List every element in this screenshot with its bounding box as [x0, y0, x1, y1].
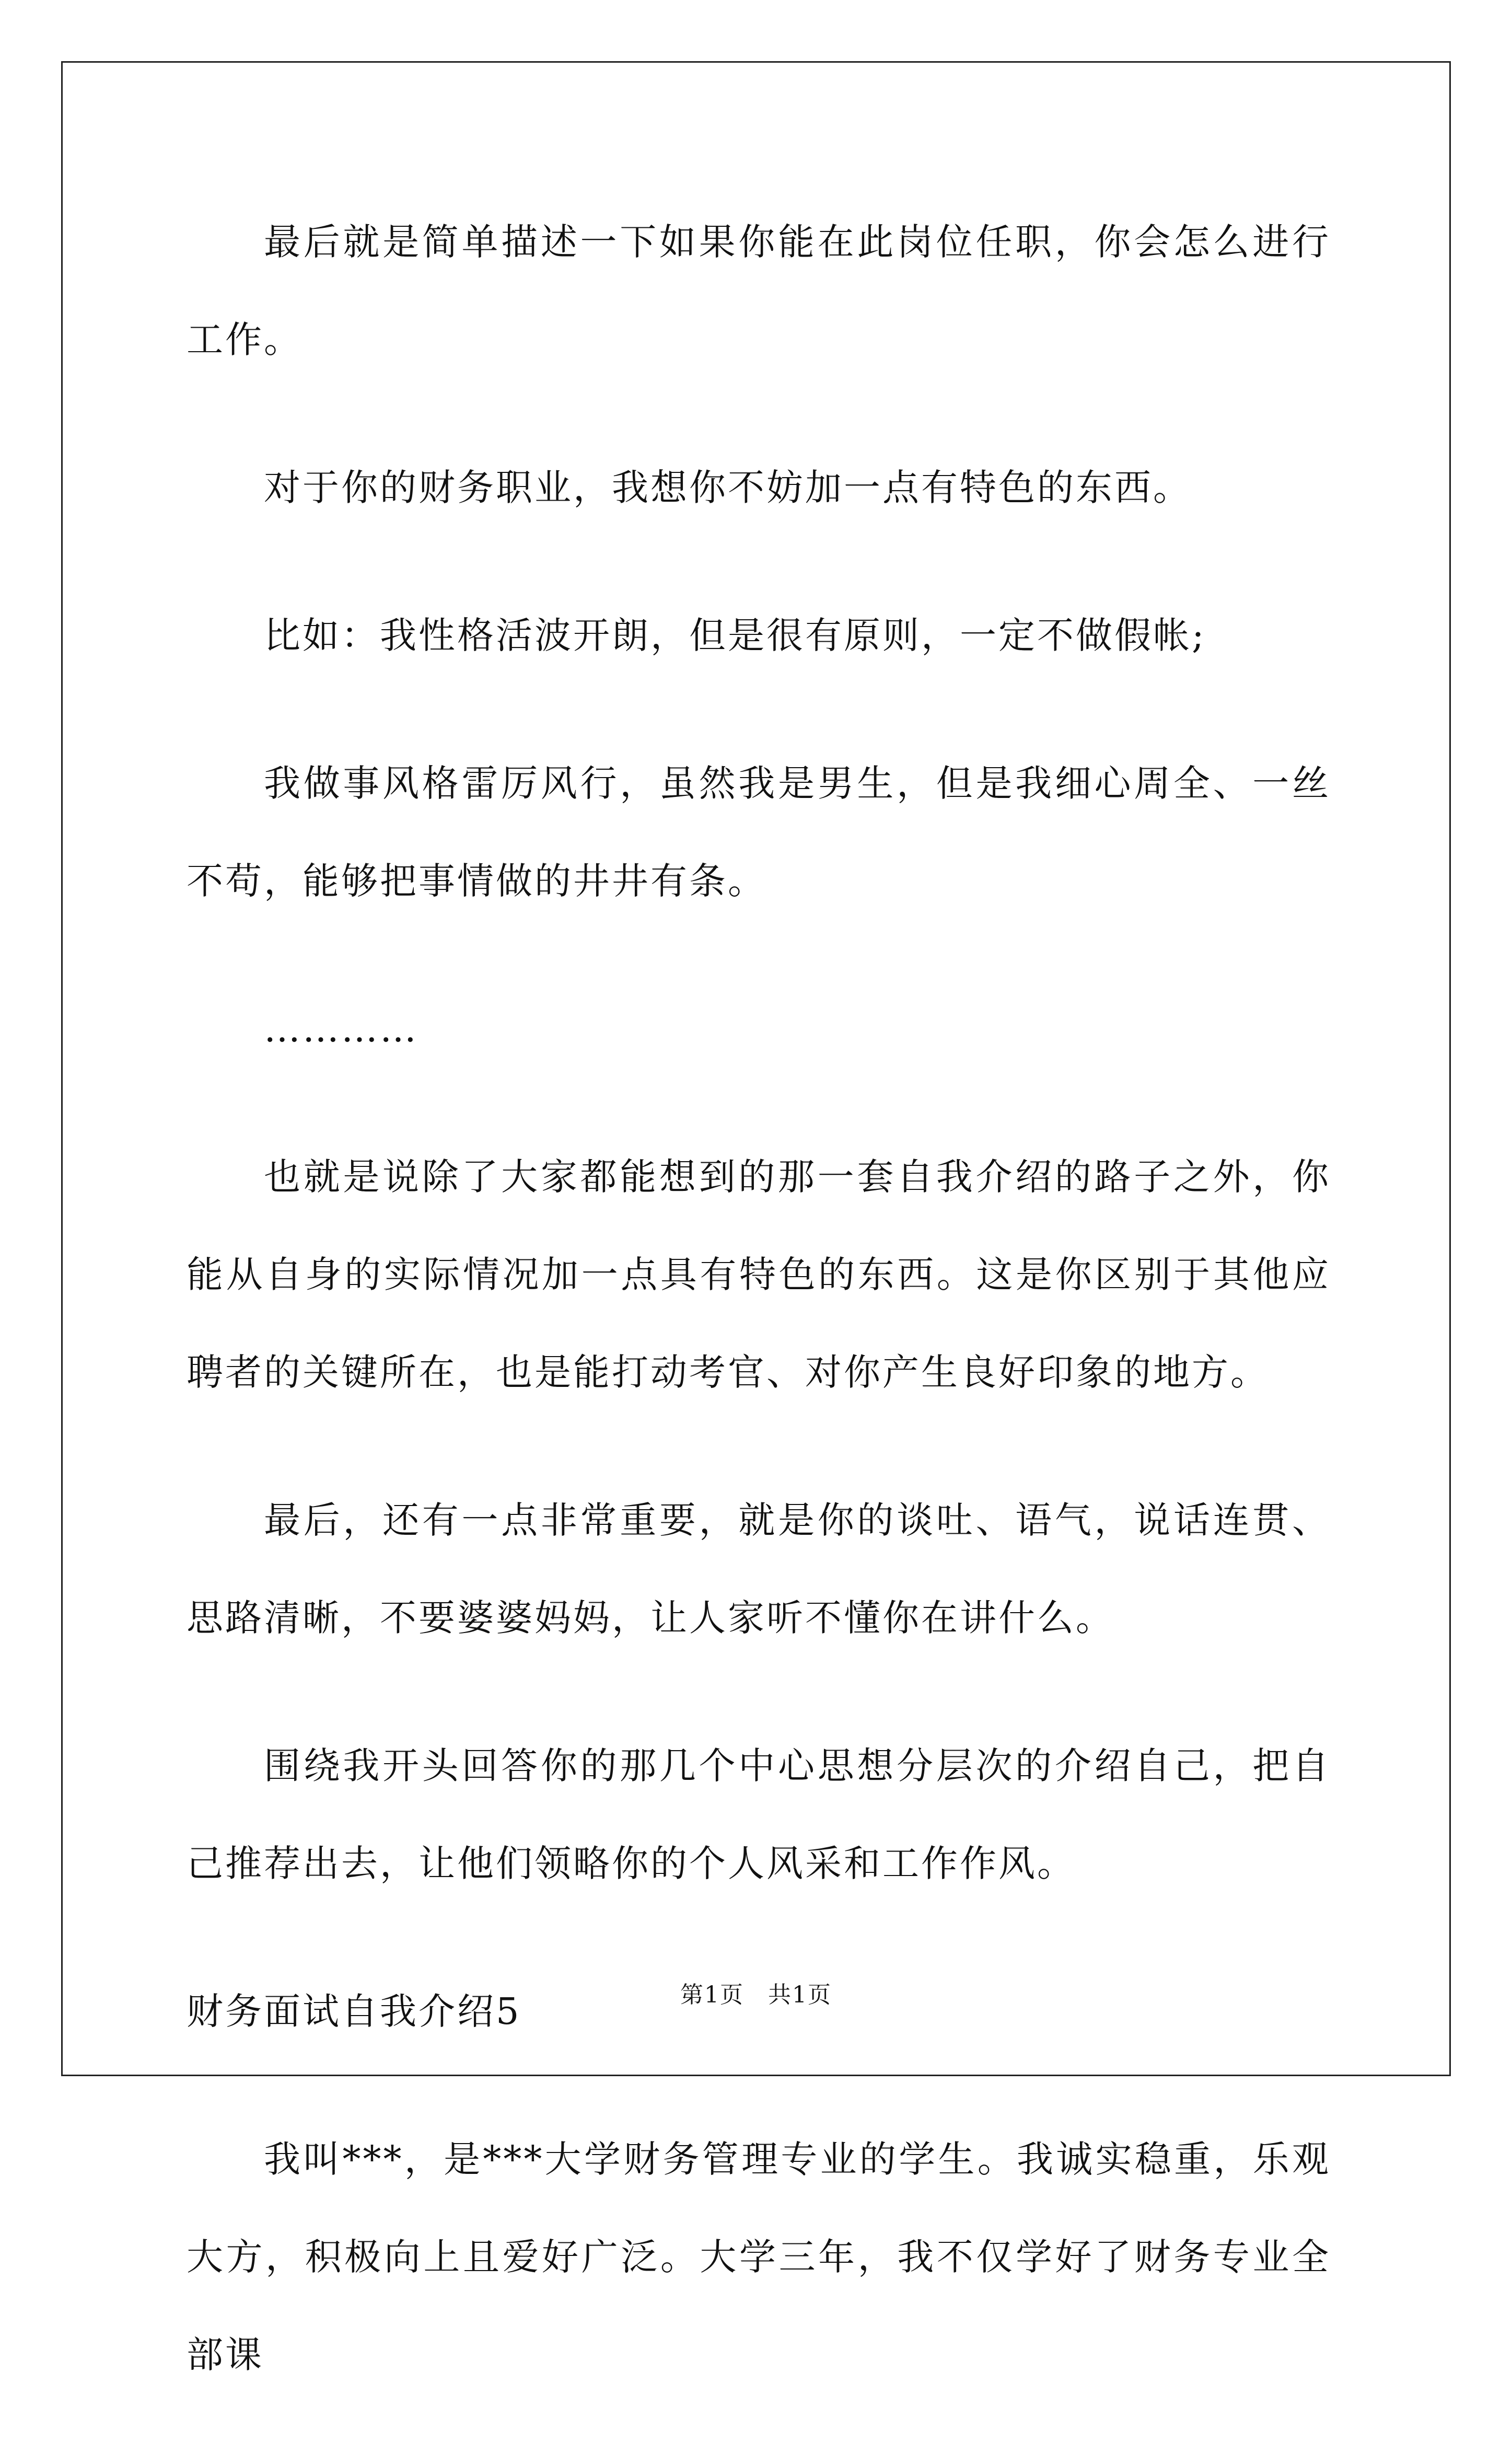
paragraph-2: 对于你的财务职业，我想你不妨加一点有特色的东西。: [264, 466, 1192, 509]
paragraph-4: 我做事风格雷厉风行，虽然我是男生，但是我细心周全、一丝不苟，能够把事情做的井井有条。: [187, 762, 1331, 902]
paragraph-6: 也就是说除了大家都能想到的那一套自我介绍的路子之外，你能从自身的实际情况加一点具有特色的东西。这是你区别于其他应聘者的关键所在，也是能打动考官、对你产生良好印象的地方。: [187, 1155, 1331, 1394]
page-footer: 第1页 共1页: [680, 1982, 832, 2008]
document-body: [187, 193, 1331, 2454]
section-paragraph-1: 我叫***，是***大学财务管理专业的学生。我诚实稳重，乐观大方，积极向上且爱好广泛。大学三年，我不仅学好了财务专业全部课: [187, 2138, 1331, 2376]
paragraph-3: 比如：我性格活波开朗，但是很有原则，一定不做假帐;: [264, 614, 1206, 657]
section-heading: 财务面试自我介绍5: [187, 1990, 521, 2033]
paragraph-7: 最后，还有一点非常重要，就是你的谈吐、语气，说话连贯、思路清晰，不要婆婆妈妈，让人家听不懂你在讲什么。: [187, 1499, 1331, 1639]
ellipsis-paragraph: …………: [264, 1008, 418, 1050]
paragraph-8: 围绕我开头回答你的那几个中心思想分层次的介绍自己，把自己推荐出去，让他们领略你的个人风采和工作作风。: [187, 1744, 1331, 1885]
paragraph-1: 最后就是简单描述一下如果你能在此岗位任职，你会怎么进行工作。: [187, 221, 1331, 361]
